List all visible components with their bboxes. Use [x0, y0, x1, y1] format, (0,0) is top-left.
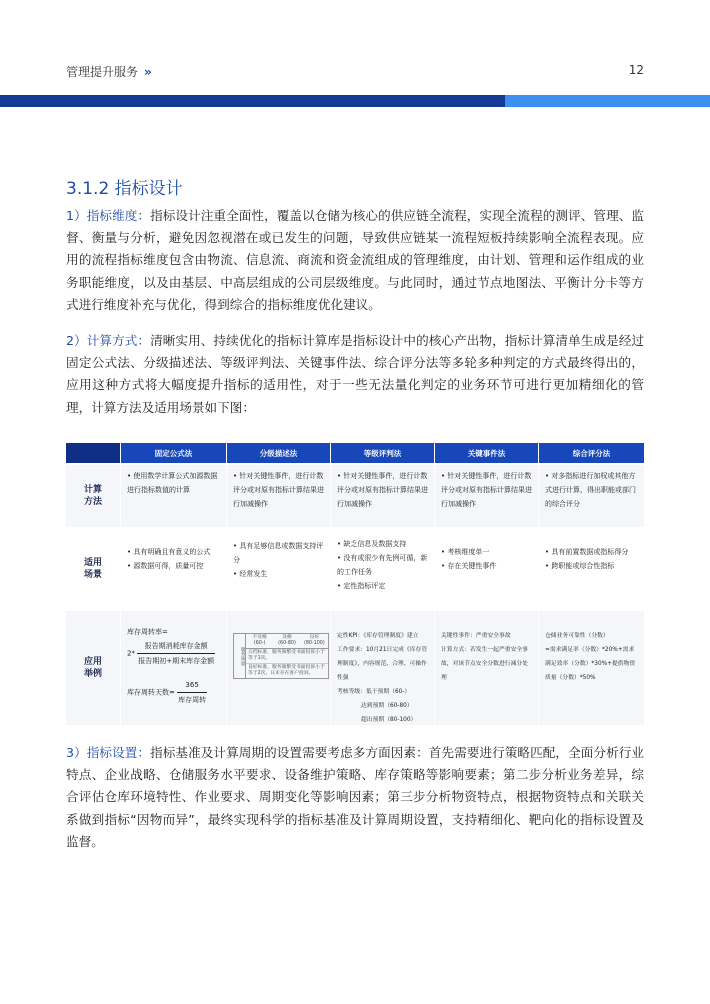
example-line: 工作要求：10月21日完成《库存管理制度》，内容规范、合理、可操作性强 [337, 647, 428, 681]
fraction-denominator: 报告期初+期末库存金额 [138, 657, 215, 665]
paragraph-calculation-method [66, 330, 644, 419]
example-line: 定性KPI：《库存管理制度》建立 [337, 633, 419, 639]
column-header: 关键事件法 [434, 443, 538, 463]
header-bar-light [505, 95, 710, 107]
fraction-denominator: 库存周转 [178, 696, 207, 704]
mini-table-head-cell: 及格 (60-80) [278, 635, 296, 646]
mini-table-line: 良好标准，服务频繁受书面投诉小于等于2次，日未存在客户投诉。 [248, 665, 325, 676]
column-header: 等级评判法 [330, 443, 434, 463]
paragraph-body: 指标设计注重全面性，覆盖以仓储为核心的供应链全流程，实现全流程的测评、管理、监督、衡量与分析，避免因忽视潜在或已发生的问题，导致供应链某一流程短板持续影响全流程表现。应用的流程指标维度包含由物流、信息流、商流和资金流组成的管理维度，由计划、管理和运作组成的业务职能维度，以及由基层、中高层组成的公司层级维度。与此同时，通过节点地图法、平衡计分卡等方式进行维度补充与优化，得到综合的指标维度优化建议。 [66, 208, 645, 312]
cell-text: • 没有或很少有先例可循，新的工作任务 [337, 551, 428, 579]
table-cell [120, 465, 226, 527]
example-score-cell [538, 611, 644, 725]
cell-text: • 具有前置数据或指标得分 [545, 545, 638, 559]
example-grade-cell [330, 611, 434, 725]
table-cell [538, 465, 644, 527]
cell-text: • 跨职能或综合性指标 [545, 559, 638, 573]
paragraph-body: 指标基准及计算周期的设置需要考虑多方面因素：首先需要进行策略匹配，全面分析行业特点、企业战略、仓储服务水平要求、设备维护策略、库存策略等影响要素；第二步分析业务差异，综合评估仓库环境特性、作业要求、周期变化等影响因素；第三步分析物资特点，根据物资特点和关联关系做到指标“因物而异”，最终实现科学的指标基准及计算周期设置，支持精细化、靶向化的指标设置及监督。 [66, 745, 645, 849]
row-header [66, 465, 120, 527]
formula-days-label: 库存周转天数= [127, 688, 175, 697]
formula-days-row [127, 678, 220, 707]
table-cell [226, 529, 330, 609]
mini-table-row [234, 634, 328, 678]
table-cell [330, 465, 434, 527]
cell-text: • 对多指标进行加权或其他方式进行计算，得出职能或部门的综合评分 [545, 469, 638, 511]
mini-table-body [246, 634, 328, 678]
row-header-text: 应用举例 [83, 657, 102, 679]
cell-text: • 具有明确且有意义的公式 [127, 545, 220, 559]
example-line: =需求满足率（分数）*20%+需求满足效率（分数）*30%+提供物资质量（分数）*50% [545, 647, 636, 681]
table-corner-cell [66, 443, 120, 463]
table-cell [434, 529, 538, 609]
page-number: 12 [628, 63, 644, 77]
row-header-text: 计算方法 [83, 485, 102, 507]
column-header: 分级描述法 [226, 443, 330, 463]
formula-fraction [137, 639, 215, 668]
cell-text: • 源数据可得，质量可控 [127, 559, 220, 573]
paragraph-lead: 2）计算方式： [66, 333, 151, 348]
cell-text: • 针对关键性事件，进行计数评分或对原有指标计算结果进行加减操作 [337, 469, 428, 511]
cell-text: • 具有足够信息或数据支持评分 [233, 539, 324, 567]
table-cell [538, 529, 644, 609]
fraction-numerator: 365 [177, 678, 207, 693]
table-header-row [66, 443, 644, 463]
example-grading-cell [226, 611, 330, 725]
table-cell [226, 465, 330, 527]
formula-line: 库存周转率= [127, 628, 168, 636]
example-line: 计算方式：若发生一起严重安全事故，对该节点安全分数进行减分处理 [441, 647, 528, 681]
cell-text: • 缺乏信息及数据支持 [337, 537, 428, 551]
cell-text: • 针对关键性事件，进行计数评分或对原有指标计算结果进行加减操作 [233, 469, 324, 511]
cell-text: • 考核维度单一 [441, 545, 532, 559]
row-header-text: 适用场景 [83, 558, 102, 580]
table-cell [120, 529, 226, 609]
formula-prefix: 2* [127, 649, 135, 658]
example-line: 关键性事件：严重安全事故 [441, 633, 511, 639]
table-cell [434, 465, 538, 527]
cell-text: • 定性指标评定 [337, 579, 428, 593]
calculation-methods-table [66, 443, 644, 725]
paragraph-indicator-setting [66, 742, 644, 853]
cell-text: • 针对关键性事件，进行计数评分或对原有指标计算结果进行加减操作 [441, 469, 532, 511]
example-line: 考核等级：低于预期（60-） [337, 689, 411, 695]
table-row-calculation [66, 465, 644, 527]
paragraph-lead: 1）指标维度： [66, 208, 151, 223]
cell-text: • 存在关键性事件 [441, 559, 532, 573]
page-header [0, 0, 710, 110]
paragraph-lead: 3）指标设置： [66, 745, 151, 760]
double-chevron-right-icon: » [144, 64, 150, 79]
table-cell [330, 529, 434, 609]
row-header [66, 529, 120, 609]
mini-table-side-label: 服务质量 [234, 634, 246, 678]
cell-text: • 使用数学计算公式加源数据进行指标数值的计算 [127, 469, 220, 497]
example-line: 超出预期（80-100） [361, 717, 417, 723]
fraction-numerator: 报告期消耗库存金额 [137, 639, 215, 654]
formula-days-fraction [177, 678, 207, 707]
example-formula-cell [120, 611, 226, 725]
example-event-cell [434, 611, 538, 725]
header-bar-dark [0, 95, 505, 107]
table-row-scenarios [66, 529, 644, 609]
header-service-label [66, 63, 150, 80]
formula-fraction-row [127, 639, 220, 668]
row-header [66, 611, 120, 725]
section-title: 3.1.2 指标设计 [66, 179, 183, 199]
cell-text: • 经常发生 [233, 567, 324, 581]
table-row-examples [66, 611, 644, 725]
mini-table-head-cell: 不及格 (60-) [252, 635, 267, 646]
example-line: 仓储业务可靠性（分数） [545, 633, 609, 639]
mini-table-head-cell: 良好 (80-100) [303, 635, 325, 646]
column-header: 综合评分法 [538, 443, 644, 463]
column-header: 固定公式法 [120, 443, 226, 463]
mini-table-line: 五档标准，服务频繁受书面投诉小于等于1次。 [246, 649, 328, 664]
grading-mini-table [233, 633, 329, 679]
paragraph-indicator-dimension [66, 205, 644, 316]
paragraph-body: 清晰实用、持续优化的指标计算库是指标设计中的核心产出物，指标计算清单生成是经过固定公式法、分级描述法、等级评判法、关键事件法、综合评分法等多轮多种判定的方式最终得出的，应用这种方式将大幅度提升指标的适用性，对于一些无法量化判定的业务环节可进行更加精细化的管理，计算方法及适用场景如下图： [66, 333, 645, 415]
mini-table-head [246, 634, 328, 649]
example-line: 达到预期（60-80） [361, 703, 413, 709]
header-service-name: 管理提升服务 [66, 65, 139, 79]
